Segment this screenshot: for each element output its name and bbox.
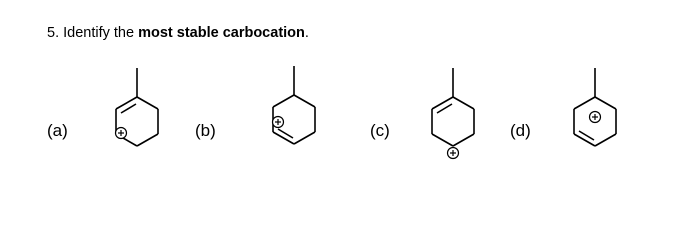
question-number: 5. xyxy=(47,25,60,41)
option-a-structure xyxy=(100,60,180,170)
question-emphasis: most stable carbocation xyxy=(138,25,305,41)
cation-charge-icon xyxy=(590,112,601,123)
question-suffix: . xyxy=(304,25,309,41)
question-prefix: Identify the xyxy=(63,25,135,41)
option-a-label: (a) xyxy=(47,121,68,140)
option-c-label: (c) xyxy=(370,121,390,140)
cation-charge-icon xyxy=(448,148,459,159)
option-c-structure xyxy=(417,60,497,170)
option-b-structure xyxy=(259,60,339,170)
question-text xyxy=(47,24,309,42)
option-d-structure xyxy=(559,60,639,170)
option-d-label: (d) xyxy=(510,121,531,140)
option-b-label: (b) xyxy=(195,121,216,140)
cation-charge-icon xyxy=(116,128,127,139)
cation-charge-icon xyxy=(273,117,284,128)
